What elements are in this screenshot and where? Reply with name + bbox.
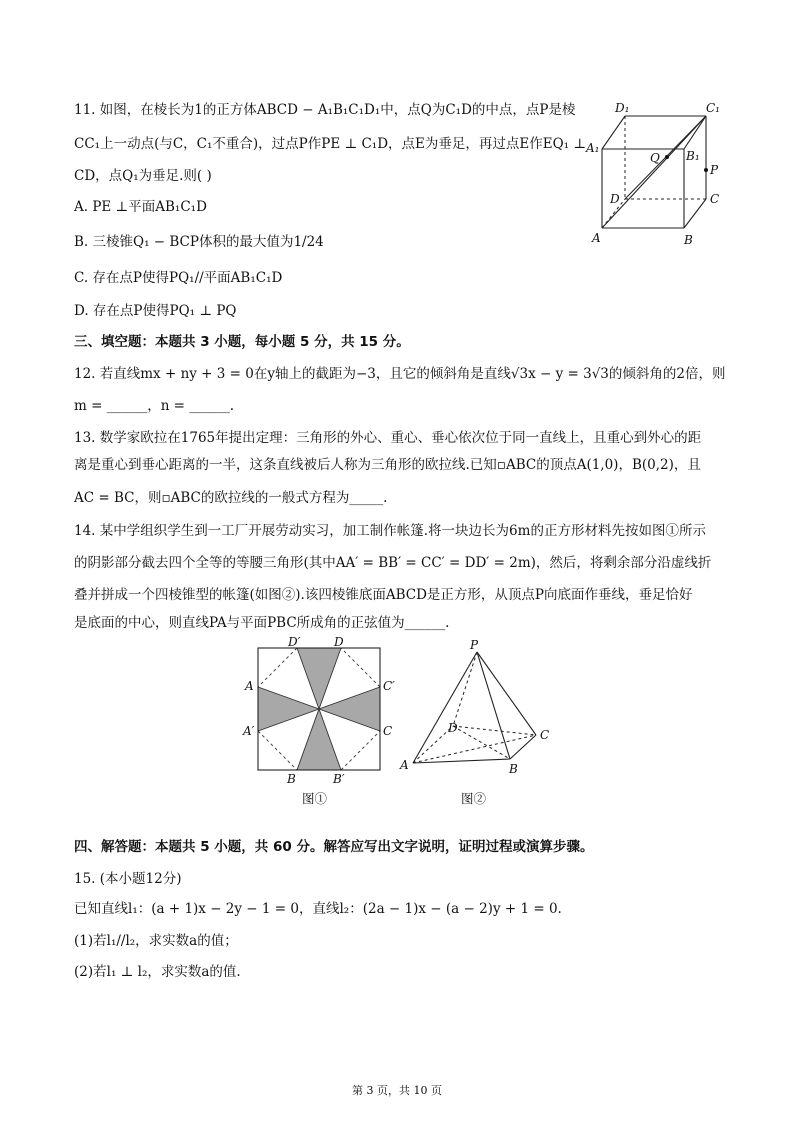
q13-line-3: AC = BC，则▫ABC的欧拉线的一般式方程为_____. xyxy=(74,490,388,506)
cube-label: A xyxy=(592,231,601,245)
cube-label: D₁ xyxy=(615,101,630,115)
fig1-label: A′ xyxy=(243,724,255,738)
q11-option-a: A. PE ⊥平面AB₁C₁D xyxy=(74,199,207,215)
q14-line-4: 是底面的中心，则直线PA与平面PBC所成角的正弦值为______. xyxy=(74,615,450,631)
section-4-heading: 四、解答题：本题共 5 小题，共 60 分。解答应写出文字说明，证明过程或演算步骤。 xyxy=(74,839,594,855)
q11-option-c: C. 存在点P使得PQ₁//平面AB₁C₁D xyxy=(74,270,283,286)
q15-part-1: (1)若l₁//l₂，求实数a的值； xyxy=(74,933,238,949)
q15-title: 15. (本小题12分) xyxy=(74,871,182,887)
cube-label: C xyxy=(710,192,720,206)
q11-line-3: CD，点Q₁为垂足.则( ) xyxy=(74,168,212,184)
fig1-label: B xyxy=(287,772,296,786)
cube-label: A₁ xyxy=(586,141,600,155)
fig2-label: C xyxy=(540,728,550,742)
q14-line-1: 14. 某中学组织学生到一工厂开展劳动实习，加工制作帐篷.将一块边长为6m的正方形材料先按如图①所示 xyxy=(74,523,706,539)
q15-part-2: (2)若l₁ ⊥ l₂，求实数a的值. xyxy=(74,964,241,980)
fig1-label: C xyxy=(383,724,393,738)
cube-label: B₁ xyxy=(686,149,700,163)
q12-line-1: 12. 若直线mx + ny + 3 = 0在y轴上的截距为−3，且它的倾斜角是直线√3x − y = 3√3的倾斜角的2倍，则 xyxy=(74,366,726,382)
fig2-label: P xyxy=(470,638,479,652)
fig1-label: B′ xyxy=(333,772,345,786)
cube-label: Q xyxy=(650,151,660,165)
q15-line-1: 已知直线l₁：(a + 1)x − 2y − 1 = 0，直线l₂：(2a − 1)x − (a − 2)y + 1 = 0. xyxy=(74,901,562,917)
q11-option-b: B. 三棱锥Q₁ − BCP体积的最大值为1/24 xyxy=(74,234,324,250)
fig2-label: B xyxy=(509,762,518,776)
cube-figure xyxy=(582,96,732,251)
q13-line-1: 13. 数学家欧拉在1765年提出定理：三角形的外心、重心、垂心依次位于同一直线上，且重心到外心的距 xyxy=(74,430,702,446)
q11-option-d: D. 存在点P使得PQ₁ ⊥ PQ xyxy=(74,303,237,319)
fig1-label: A xyxy=(245,679,254,693)
figure-1 xyxy=(240,635,400,810)
fig2-label: A xyxy=(400,758,409,772)
figure-2 xyxy=(395,635,565,810)
q11-line-1: 11. 如图，在棱长为1的正方体ABCD − A₁B₁C₁D₁中，点Q为C₁D的中点，点P是棱 xyxy=(74,102,576,118)
fig1-label: D xyxy=(334,635,344,649)
page-footer: 第 3 页，共 10 页 xyxy=(352,1084,442,1097)
q13-line-2: 离是重心到垂心距离的一半，这条直线被后人称为三角形的欧拉线.已知▫ABC的顶点A(1,0)，B(0,2)，且 xyxy=(74,457,701,473)
cube-label: B xyxy=(684,233,693,247)
point-p-dot xyxy=(704,168,708,172)
fig1-label: C′ xyxy=(383,679,395,693)
q12-line-2: m = ______，n = ______. xyxy=(74,398,235,414)
cube-label: D xyxy=(610,192,620,206)
fig1-label: D′ xyxy=(288,635,301,649)
point-q-dot xyxy=(665,155,669,159)
cube-label: P xyxy=(710,163,719,177)
fig2-label: D xyxy=(448,721,458,735)
fig2-caption: 图② xyxy=(461,791,487,806)
section-3-heading: 三、填空题：本题共 3 小题，每小题 5 分，共 15 分。 xyxy=(74,334,410,350)
q14-line-2: 的阴影部分截去四个全等的等腰三角形(其中AA′ = BB′ = CC′ = DD′ = 2m)，然后，将剩余部分沿虚线折 xyxy=(74,555,712,571)
fig1-caption: 图① xyxy=(302,791,328,806)
q11-line-2: CC₁上一动点(与C，C₁不重合)，过点P作PE ⊥ C₁D，点E为垂足，再过点E作EQ₁ ⊥ xyxy=(74,136,587,152)
cube-label: C₁ xyxy=(706,101,720,115)
q14-line-3: 叠并拼成一个四棱锥型的帐篷(如图②).该四棱锥底面ABCD是正方形，从顶点P向底面作垂线，垂足恰好 xyxy=(74,587,693,603)
